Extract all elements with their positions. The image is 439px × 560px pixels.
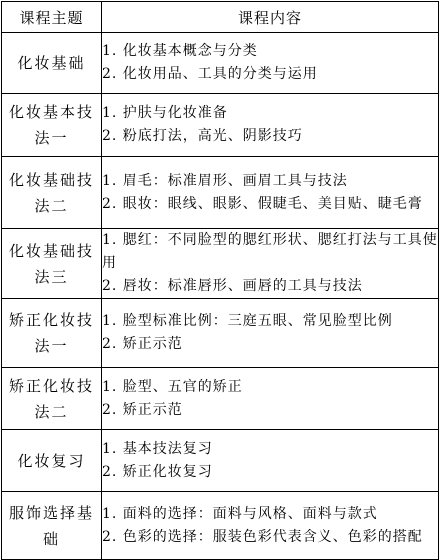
content-item: 2. 化妆用品、工具的分类与运用	[102, 66, 318, 82]
content-item: 1. 基本技法复习	[102, 440, 213, 457]
content-item: 1. 腮红：不同脸型的腮红形状、腮红打法与工具使用	[102, 232, 438, 271]
table-row	[2, 157, 439, 229]
content-cell	[102, 368, 439, 430]
content-cell	[102, 492, 439, 560]
table-row	[2, 229, 439, 299]
content-item: 1. 化妆基本概念与分类	[102, 43, 258, 59]
course-table	[1, 1, 439, 560]
content-item: 1. 脸型、五官的矫正	[102, 378, 243, 395]
content-cell	[102, 229, 439, 299]
table-row	[2, 368, 439, 430]
topic-cell: 矫正化妆技法二	[2, 368, 102, 430]
content-cell	[102, 33, 439, 94]
content-item: 2. 眼妆：眼线、眼影、假睫毛、美目贴、睫毛膏	[102, 195, 423, 212]
content-cell	[102, 430, 439, 492]
content-item: 2. 矫正化妆复习	[102, 463, 213, 480]
content-cell	[102, 157, 439, 229]
table-row	[2, 33, 439, 94]
content-cell	[102, 94, 439, 157]
topic-cell: 化妆基础	[2, 33, 102, 94]
topic-cell: 化妆基本技法一	[2, 94, 102, 157]
content-item: 1. 面料的选择：面料与风格、面料与款式	[102, 505, 378, 522]
header-row	[2, 2, 439, 33]
table-row	[2, 94, 439, 157]
content-item: 1. 护肤与化妆准备	[102, 105, 228, 121]
topic-cell: 化妆复习	[2, 430, 102, 492]
content-item: 2. 色彩的选择：服装色彩代表含义、色彩的搭配	[102, 528, 423, 545]
topic-cell: 化妆基础技法二	[2, 157, 102, 229]
topic-cell: 服饰选择基础	[2, 492, 102, 560]
table-row	[2, 430, 439, 492]
table-row	[2, 492, 439, 560]
content-item: 1. 眉毛：标准眉形、画眉工具与技法	[102, 172, 348, 189]
topic-cell: 矫正化妆技法一	[2, 299, 102, 368]
content-item: 2. 矫正示范	[102, 336, 183, 352]
content-item: 2. 矫正示范	[102, 401, 183, 418]
content-cell	[102, 299, 439, 368]
header-topic: 课程主题	[2, 2, 102, 33]
topic-cell: 化妆基础技法三	[2, 229, 102, 299]
content-item: 2. 唇妆：标准唇形、画唇的工具与技法	[102, 278, 363, 294]
content-item: 2. 粉底打法，高光、阴影技巧	[102, 128, 303, 144]
header-content: 课程内容	[102, 2, 439, 33]
table-row	[2, 299, 439, 368]
content-item: 1. 脸型标准比例：三庭五眼、常见脸型比例	[102, 313, 393, 329]
